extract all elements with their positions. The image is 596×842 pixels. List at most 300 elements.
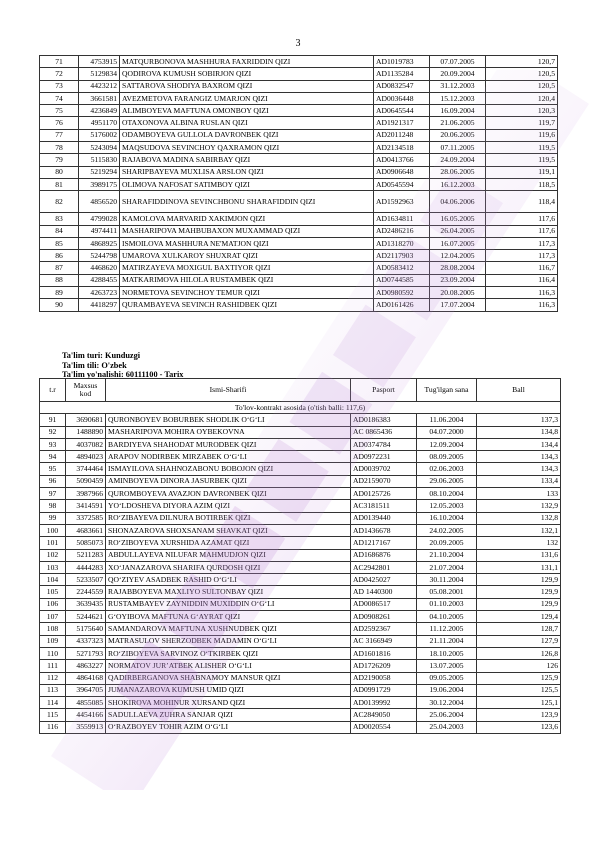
birth-date: 05.08.2001: [417, 586, 477, 598]
birth-date: 07.07.2005: [430, 56, 486, 68]
score: 120,4: [486, 92, 558, 104]
row-number: 77: [40, 129, 79, 141]
row-number: 96: [40, 475, 66, 487]
table-row: [40, 438, 561, 450]
birth-date: 30.11.2004: [417, 574, 477, 586]
table-row: [40, 697, 561, 709]
table-row: [40, 56, 558, 68]
student-code: 4263723: [79, 287, 120, 299]
row-number: 116: [40, 721, 66, 733]
student-name: MAQSUDOVA SEVINCHOY QAXRAMON QIZI: [120, 142, 374, 154]
student-code: 4683661: [66, 524, 106, 536]
row-number: 99: [40, 512, 66, 524]
passport-number: AD2190058: [351, 672, 417, 684]
table-row: [40, 191, 558, 213]
score: 137,3: [477, 414, 561, 426]
student-code: 4974411: [79, 225, 120, 237]
row-number: 74: [40, 92, 79, 104]
table-row: [40, 451, 561, 463]
section-title: To'lov-kontrakt asosida (o'tish balli: 117,6): [40, 402, 561, 414]
birth-date: 21.11.2004: [417, 635, 477, 647]
birth-date: 16.05.2005: [430, 213, 486, 225]
table-row: [40, 574, 561, 586]
row-number: 72: [40, 68, 79, 80]
passport-number: AD0413766: [374, 154, 430, 166]
student-name: NORMATOV JUR’ATBEK ALISHER O‘G‘LI: [106, 660, 351, 672]
birth-date: 04.10.2005: [417, 611, 477, 623]
student-name: SHONAZAROVA SHOXSANAM SHAVKAT QIZI: [106, 524, 351, 536]
results-table-history: [39, 378, 561, 734]
student-name: UMAROVA XULKAROY SHUXRAT QIZI: [120, 250, 374, 262]
table-row: [40, 117, 558, 129]
birth-date: 12.04.2005: [430, 250, 486, 262]
student-code: 3987966: [66, 488, 106, 500]
table-row: [40, 274, 558, 286]
table-row: [40, 549, 561, 561]
birth-date: 16.09.2004: [430, 105, 486, 117]
birth-date: 16.10.2004: [417, 512, 477, 524]
score: 118,5: [486, 178, 558, 190]
student-code: 3744464: [66, 463, 106, 475]
passport-number: AD1318270: [374, 237, 430, 249]
student-name: SAMANDAROVA MAFTUNA XUSHNUDBEK QIZI: [106, 623, 351, 635]
student-name: QO‘ZIYEV ASADBEK RASHID O‘G‘LI: [106, 574, 351, 586]
birth-date: 29.06.2005: [417, 475, 477, 487]
passport-number: AD2134518: [374, 142, 430, 154]
score: 133: [477, 488, 561, 500]
student-name: ARAPOV NODIRBEK MIRZABEK O‘G‘LI: [106, 451, 351, 463]
passport-number: AD1135284: [374, 68, 430, 80]
student-name: AVEZMETOVA FARANGIZ UMARJON QIZI: [120, 92, 374, 104]
table-row: [40, 142, 558, 154]
student-code: 5243094: [79, 142, 120, 154]
table-row: [40, 635, 561, 647]
passport-number: AC 3166949: [351, 635, 417, 647]
birth-date: 30.12.2004: [417, 697, 477, 709]
table-row: [40, 660, 561, 672]
score: 134,3: [477, 463, 561, 475]
score: 119,1: [486, 166, 558, 178]
student-code: 4423212: [79, 80, 120, 92]
header-number: t.r: [40, 379, 66, 402]
table-row: [40, 299, 558, 311]
student-code: 5115830: [79, 154, 120, 166]
table-row: [40, 154, 558, 166]
score: 120,5: [486, 80, 558, 92]
table-row: [40, 129, 558, 141]
score: 125,1: [477, 697, 561, 709]
row-number: 84: [40, 225, 79, 237]
score: 120,5: [486, 68, 558, 80]
student-name: YO‘LDOSHEVA DIYORA AZIM QIZI: [106, 500, 351, 512]
table-header-row: [40, 379, 561, 402]
birth-date: 12.09.2004: [417, 438, 477, 450]
student-code: 5176002: [79, 129, 120, 141]
birth-date: 17.07.2004: [430, 299, 486, 311]
table-row: [40, 611, 561, 623]
row-number: 107: [40, 611, 66, 623]
table-row: [40, 537, 561, 549]
student-name: SHOKIROVA MOHINUR XURSAND QIZI: [106, 697, 351, 709]
passport-number: AD0832547: [374, 80, 430, 92]
table-row: [40, 80, 558, 92]
birth-date: 28.06.2005: [430, 166, 486, 178]
table-row: [40, 524, 561, 536]
score: 129,9: [477, 574, 561, 586]
row-number: 71: [40, 56, 79, 68]
table-row: [40, 475, 561, 487]
student-code: 4236849: [79, 105, 120, 117]
table-row: [40, 178, 558, 190]
table-row: [40, 287, 558, 299]
table-row: [40, 684, 561, 696]
passport-number: AD0645544: [374, 105, 430, 117]
score: 128,7: [477, 623, 561, 635]
score: 133,4: [477, 475, 561, 487]
results-table-continued: [39, 55, 558, 312]
table-row: [40, 213, 558, 225]
student-code: 4468620: [79, 262, 120, 274]
passport-number: AD0545594: [374, 178, 430, 190]
passport-number: AD0036448: [374, 92, 430, 104]
table-row: [40, 488, 561, 500]
passport-number: AD0425027: [351, 574, 417, 586]
student-name: RO‘ZIBAYEVA DILNURA BOTIRBEK QIZI: [106, 512, 351, 524]
student-code: 4868925: [79, 237, 120, 249]
row-number: 85: [40, 237, 79, 249]
table-row: [40, 721, 561, 733]
row-number: 80: [40, 166, 79, 178]
birth-date: 23.09.2004: [430, 274, 486, 286]
header-score: Ball: [477, 379, 561, 402]
table-row: [40, 250, 558, 262]
header-code: Maxsus kod: [66, 379, 106, 402]
student-name: RO‘ZIBOYEVA XURSHIDA AZAMAT QIZI: [106, 537, 351, 549]
score: 117,3: [486, 237, 558, 249]
student-name: QURONBOYEV BOBURBEK SHODLIK O‘G‘LI: [106, 414, 351, 426]
student-name: MATQURBONOVA MASHHURA FAXRIDDIN QIZI: [120, 56, 374, 68]
student-code: 4856520: [79, 191, 120, 213]
row-number: 79: [40, 154, 79, 166]
birth-date: 25.04.2003: [417, 721, 477, 733]
student-name: ISMAYILOVA SHAHNOZABONU BOBOJON QIZI: [106, 463, 351, 475]
passport-number: AD0161426: [374, 299, 430, 311]
student-code: 4454166: [66, 709, 106, 721]
student-name: OLIMOVA NAFOSAT SATIMBOY QIZI: [120, 178, 374, 190]
passport-number: AD 1440300: [351, 586, 417, 598]
birth-date: 20.08.2005: [430, 287, 486, 299]
row-number: 108: [40, 623, 66, 635]
table-row: [40, 262, 558, 274]
student-name: MATIRZAYEVA MOXIGUL BAXTIYOR QIZI: [120, 262, 374, 274]
student-name: MASHARIPOVA MOHIRA OYBEKOVNA: [106, 426, 351, 438]
student-code: 3414591: [66, 500, 106, 512]
score: 126,8: [477, 647, 561, 659]
score: 119,5: [486, 142, 558, 154]
birth-date: 16.07.2005: [430, 237, 486, 249]
birth-date: 26.04.2005: [430, 225, 486, 237]
table-row: [40, 105, 558, 117]
birth-date: 21.07.2004: [417, 561, 477, 573]
score: 131,1: [477, 561, 561, 573]
birth-date: 18.10.2005: [417, 647, 477, 659]
page-number: 3: [295, 38, 301, 49]
row-number: 75: [40, 105, 79, 117]
score: 134,3: [477, 451, 561, 463]
student-name: JUMANAZAROVA KUMUSH UMID QIZI: [106, 684, 351, 696]
student-code: 5175640: [66, 623, 106, 635]
birth-date: 28.08.2004: [430, 262, 486, 274]
birth-date: 21.10.2004: [417, 549, 477, 561]
passport-number: AD0020554: [351, 721, 417, 733]
birth-date: 08.09.2005: [417, 451, 477, 463]
birth-date: 12.05.2003: [417, 500, 477, 512]
student-name: QADIRBERGANOVA SHABNAMOY MANSUR QIZI: [106, 672, 351, 684]
score: 127,9: [477, 635, 561, 647]
birth-date: 21.06.2005: [430, 117, 486, 129]
student-code: 5129834: [79, 68, 120, 80]
table-row: [40, 512, 561, 524]
student-code: 4037082: [66, 438, 106, 450]
student-code: 4855085: [66, 697, 106, 709]
student-code: 4444283: [66, 561, 106, 573]
score: 129,4: [477, 611, 561, 623]
student-name: RAJABBOYEVA MAXLIYO SULTONBAY QIZI: [106, 586, 351, 598]
score: 119,5: [486, 154, 558, 166]
student-name: XO‘JANAZAROVA SHARIFA QURDOSH QIZI: [106, 561, 351, 573]
student-name: O‘RAZBOYEV TOHIR AZIM O‘G‘LI: [106, 721, 351, 733]
row-number: 112: [40, 672, 66, 684]
birth-date: 20.09.2004: [430, 68, 486, 80]
score: 117,6: [486, 213, 558, 225]
birth-date: 01.10.2003: [417, 598, 477, 610]
student-code: 4864168: [66, 672, 106, 684]
passport-number: AD0908261: [351, 611, 417, 623]
passport-number: AD2159070: [351, 475, 417, 487]
passport-number: AD0744585: [374, 274, 430, 286]
table-row: [40, 463, 561, 475]
row-number: 113: [40, 684, 66, 696]
student-name: OTAXONOVA ALBINA RUSLAN QIZI: [120, 117, 374, 129]
student-name: ABDULLAYEVA NILUFAR MAHMUDJON QIZI: [106, 549, 351, 561]
row-number: 101: [40, 537, 66, 549]
row-number: 100: [40, 524, 66, 536]
passport-number: AC3181511: [351, 500, 417, 512]
student-code: 5244798: [79, 250, 120, 262]
student-code: 4799028: [79, 213, 120, 225]
row-number: 114: [40, 697, 66, 709]
header-name: Ismi-Sharifi: [106, 379, 351, 402]
score: 134,4: [477, 438, 561, 450]
row-number: 93: [40, 438, 66, 450]
row-number: 115: [40, 709, 66, 721]
score: 125,5: [477, 684, 561, 696]
passport-number: AD1921317: [374, 117, 430, 129]
passport-number: AD0186383: [351, 414, 417, 426]
student-name: G‘OYIBOVA MAFTUNA G‘AYRAT QIZI: [106, 611, 351, 623]
student-code: 3690681: [66, 414, 106, 426]
student-code: 4753915: [79, 56, 120, 68]
score: 117,3: [486, 250, 558, 262]
student-name: QUROMBOYEVA AVAZJON DAVRONBEK QIZI: [106, 488, 351, 500]
score: 116,4: [486, 274, 558, 286]
student-code: 3639435: [66, 598, 106, 610]
student-code: 4863227: [66, 660, 106, 672]
passport-number: AD0972231: [351, 451, 417, 463]
student-name: SHARIPBAYEVA MUXLISA ARSLON QIZI: [120, 166, 374, 178]
table-row: [40, 623, 561, 635]
score: 119,6: [486, 129, 558, 141]
passport-number: AD2011248: [374, 129, 430, 141]
score: 132,1: [477, 524, 561, 536]
student-name: SHARAFIDDINOVA SEVINCHBONU SHARAFIDDIN QIZI: [120, 191, 374, 213]
passport-number: AD2486216: [374, 225, 430, 237]
table-row: [40, 709, 561, 721]
student-name: RUSTAMBAYEV ZAYNIDDIN MUXIDDIN O‘G‘LI: [106, 598, 351, 610]
student-name: MATRASULOV SHERZODBEK MADAMIN O‘G‘LI: [106, 635, 351, 647]
student-code: 4288455: [79, 274, 120, 286]
row-number: 83: [40, 213, 79, 225]
student-name: KAMOLOVA MARVARID XAKIMJON QIZI: [120, 213, 374, 225]
student-code: 5271793: [66, 647, 106, 659]
row-number: 110: [40, 647, 66, 659]
student-code: 3964705: [66, 684, 106, 696]
table-row: [40, 586, 561, 598]
passport-number: AC2942801: [351, 561, 417, 573]
row-number: 89: [40, 287, 79, 299]
score: 116,7: [486, 262, 558, 274]
student-name: RO‘ZIBOYEVA SARVINOZ O‘TKIRBEK QIZI: [106, 647, 351, 659]
row-number: 78: [40, 142, 79, 154]
birth-date: 08.10.2004: [417, 488, 477, 500]
birth-date: 13.07.2005: [417, 660, 477, 672]
birth-date: 02.06.2003: [417, 463, 477, 475]
header-birth-date: Tug'ilgan sana: [417, 379, 477, 402]
score: 120,7: [486, 56, 558, 68]
table-row: [40, 92, 558, 104]
score: 123,6: [477, 721, 561, 733]
score: 132,9: [477, 500, 561, 512]
direction-label: Ta'lim yo'nalishi: 60111100 - Tarix: [62, 370, 184, 379]
passport-number: AD1217167: [351, 537, 417, 549]
student-code: 5211283: [66, 549, 106, 561]
score: 119,7: [486, 117, 558, 129]
student-name: AMINBOYEVA DINORA JASURBEK QIZI: [106, 475, 351, 487]
row-number: 87: [40, 262, 79, 274]
passport-number: AD1601816: [351, 647, 417, 659]
student-code: 5233507: [66, 574, 106, 586]
study-type-label: Ta'lim turi: Kunduzgi: [62, 351, 141, 360]
row-number: 104: [40, 574, 66, 586]
passport-number: AD0991729: [351, 684, 417, 696]
table-row: [40, 414, 561, 426]
student-code: 1488890: [66, 426, 106, 438]
passport-number: AD1019783: [374, 56, 430, 68]
score: 123,9: [477, 709, 561, 721]
birth-date: 24.09.2004: [430, 154, 486, 166]
birth-date: 11.12.2005: [417, 623, 477, 635]
student-code: 3661581: [79, 92, 120, 104]
row-number: 102: [40, 549, 66, 561]
row-number: 103: [40, 561, 66, 573]
row-number: 92: [40, 426, 66, 438]
student-name: QURAMBAYEVA SEVINCH RASHIDBEK QIZI: [120, 299, 374, 311]
score: 116,3: [486, 287, 558, 299]
birth-date: 24.02.2005: [417, 524, 477, 536]
table-row: [40, 225, 558, 237]
score: 118,4: [486, 191, 558, 213]
passport-number: AD0980592: [374, 287, 430, 299]
table-row: [40, 598, 561, 610]
row-number: 94: [40, 451, 66, 463]
score: 132,8: [477, 512, 561, 524]
row-number: 86: [40, 250, 79, 262]
row-number: 81: [40, 178, 79, 190]
student-name: MATKARIMOVA HILOLA RUSTAMBEK QIZI: [120, 274, 374, 286]
score: 129,9: [477, 598, 561, 610]
passport-number: AD0039702: [351, 463, 417, 475]
student-name: SATTAROVA SHODIYA BAXROM QIZI: [120, 80, 374, 92]
score: 117,6: [486, 225, 558, 237]
row-number: 82: [40, 191, 79, 213]
passport-number: AD0086517: [351, 598, 417, 610]
student-code: 4418297: [79, 299, 120, 311]
language-label: Ta'lim tili: O'zbek: [62, 361, 127, 370]
score: 125,9: [477, 672, 561, 684]
student-name: MASHARIPOVA MAHBUBAXON MUXAMMAD QIZI: [120, 225, 374, 237]
birth-date: 19.06.2004: [417, 684, 477, 696]
table-row: [40, 237, 558, 249]
student-code: 5244621: [66, 611, 106, 623]
score: 116,3: [486, 299, 558, 311]
passport-number: AD0125726: [351, 488, 417, 500]
table-row: [40, 68, 558, 80]
row-number: 98: [40, 500, 66, 512]
student-name: ODAMBOYEVA GULLOLA DAVRONBEK QIZI: [120, 129, 374, 141]
birth-date: 31.12.2003: [430, 80, 486, 92]
row-number: 88: [40, 274, 79, 286]
passport-number: AD1436678: [351, 524, 417, 536]
passport-number: AD2592367: [351, 623, 417, 635]
student-name: SADULLAEVA ZUHRA SANJAR QIZI: [106, 709, 351, 721]
student-code: 2244559: [66, 586, 106, 598]
student-code: 3372585: [66, 512, 106, 524]
table-row: [40, 166, 558, 178]
birth-date: 20.09.2005: [417, 537, 477, 549]
student-name: QODIROVA KUMUSH SOBIRJON QIZI: [120, 68, 374, 80]
passport-number: AD0374784: [351, 438, 417, 450]
birth-date: 04.07.2000: [417, 426, 477, 438]
score: 129,9: [477, 586, 561, 598]
score: 131,6: [477, 549, 561, 561]
passport-number: AD2117903: [374, 250, 430, 262]
passport-number: AC2849050: [351, 709, 417, 721]
row-number: 111: [40, 660, 66, 672]
birth-date: 04.06.2006: [430, 191, 486, 213]
student-code: 5085073: [66, 537, 106, 549]
row-number: 95: [40, 463, 66, 475]
score: 126: [477, 660, 561, 672]
student-name: BARDIYEVA SHAHODAT MURODBEK QIZI: [106, 438, 351, 450]
table-row: [40, 647, 561, 659]
table-row: [40, 426, 561, 438]
student-name: RAJABOVA MADINA SABIRBAY QIZI: [120, 154, 374, 166]
birth-date: 11.06.2004: [417, 414, 477, 426]
passport-number: AD1634811: [374, 213, 430, 225]
student-code: 5219294: [79, 166, 120, 178]
student-name: ISMOILOVA MASHHURA NE'MATJON QIZI: [120, 237, 374, 249]
student-code: 3559913: [66, 721, 106, 733]
